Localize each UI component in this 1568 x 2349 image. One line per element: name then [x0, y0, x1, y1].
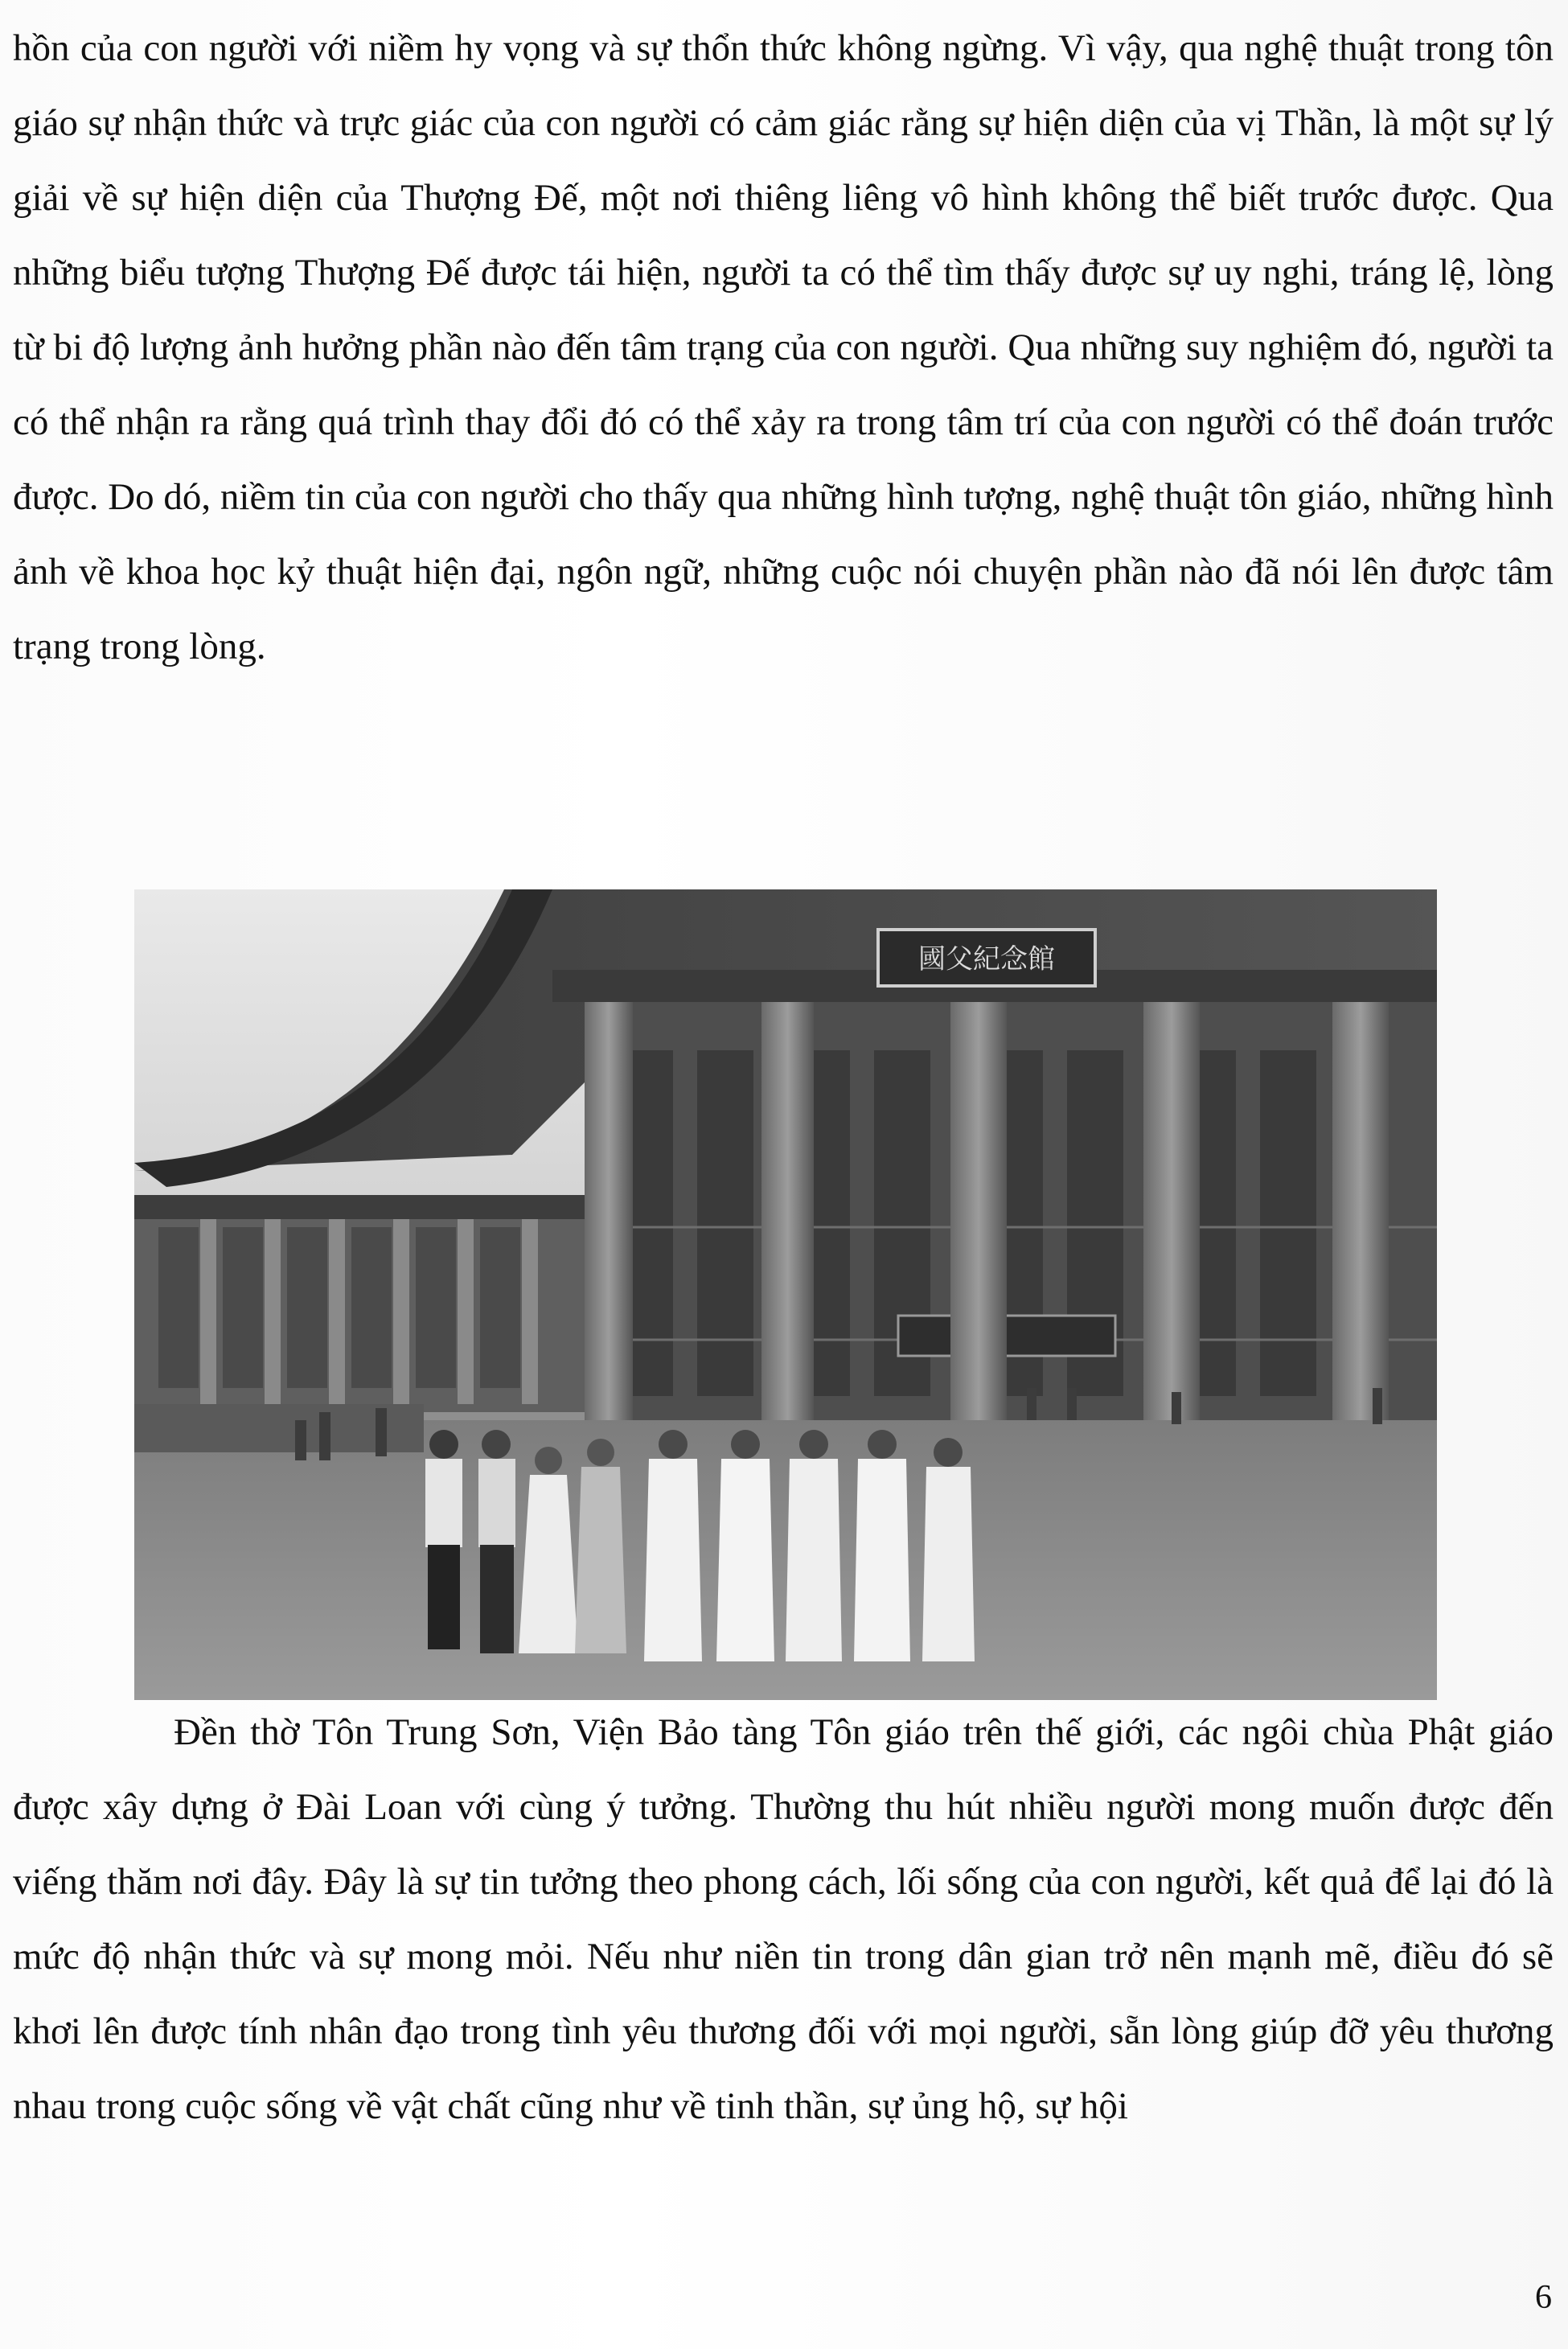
temple-photograph	[134, 889, 1437, 1700]
body-paragraph-2: Đền thờ Tôn Trung Sơn, Viện Bảo tàng Tôn giáo trên thế giới, các ngôi chùa Phật giáo được xây dựng ở Đài Loan với cùng ý tưởng. Thường thu hút nhiều người mong muốn được đến viếng thăm nơi đây. Đây là sự tin tưởng theo phong cách, lối sống của con người, kết quả để lại đó là mức độ nhận thức và sự mong mỏi. Nếu như niền tin trong dân gian trở nên mạnh mẽ, điều đó sẽ khơi lên được tính nhân đạo trong tình yêu thương đối với mọi người, sẵn lòng giúp đỡ yêu thương nhau trong cuộc sống về vật chất cũng như về tinh thần, sự ủng hộ, sự hội	[13, 1711, 1554, 2127]
page-number: 6	[1535, 2279, 1552, 2316]
body-paragraph-1: hồn của con người với niềm hy vọng và sự thổn thức không ngừng. Vì vậy, qua nghệ thuật trong tôn giáo sự nhận thức và trực giác của con người có cảm giác rằng sự hiện diện của vị Thần, là một sự lý giải về sự hiện diện của Thượng Đế, một nơi thiêng liêng vô hình không thể biết trước được. Qua những biểu tượng Thượng Đế được tái hiện, người ta có thể tìm thấy được sự uy nghi, tráng lệ, lòng từ bi độ lượng ảnh hưởng phần nào đến tâm trạng của con người. Qua những suy nghiệm đó, người ta có thể nhận ra rằng quá trình thay đổi đó có thể xảy ra trong tâm trí của con người có thể đoán trước được. Do dó, niềm tin của con người cho thấy qua những hình tượng, nghệ thuật tôn giáo, những hình ảnh về khoa học kỷ thuật hiện đại, ngôn ngữ, những cuộc nói chuyện phần nào đã nói lên được tâm trạng trong lòng.	[13, 27, 1554, 667]
sign-board-text: 國父紀念館	[918, 943, 1055, 975]
temple-photo-drawing	[134, 889, 1437, 1700]
